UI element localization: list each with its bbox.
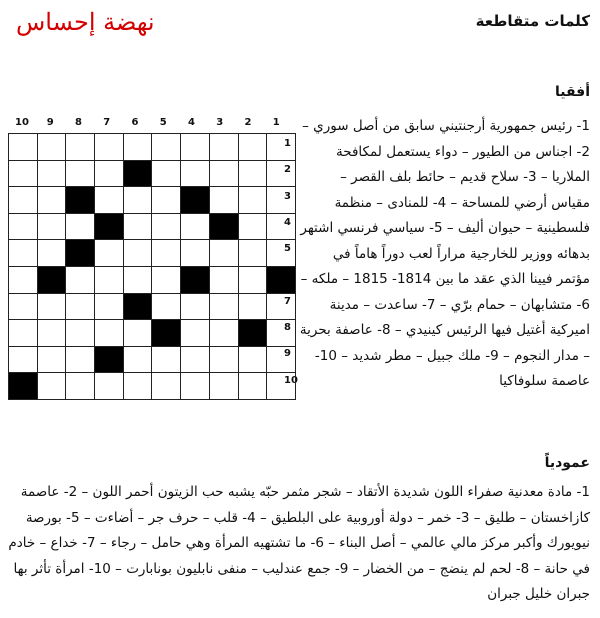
grid-cell[interactable] [238, 187, 267, 214]
grid-cell[interactable] [238, 134, 267, 161]
grid-cell[interactable] [9, 213, 38, 240]
grid-cell[interactable] [209, 373, 238, 400]
grid-cell[interactable] [123, 213, 152, 240]
grid-cell[interactable] [95, 240, 124, 267]
grid-row [9, 373, 296, 400]
row-number: 5 [284, 243, 291, 255]
grid-cell[interactable] [209, 134, 238, 161]
grid-cell[interactable] [181, 160, 210, 187]
row-number: 1 [284, 138, 291, 149]
across-clues: 1- رئيس جمهورية أرجنتيني سابق من أصل سوري – 2- اجناس من الطيور – دواء يستعمل لمكافحة الملاريا – 3- سلاح قديم – حائط بلف القصر – مقياس أرضي للمساحة – 4- للمنادى – منظمة فلسطينية – حيوان أليف – 5- سياسي فرنسي اشتهر بدهائه ووزير للخارجية مراراً لعب دوراً هاماً في مؤتمر فيينا الذي عقد ما بين 1814- 1815 – ملكه – 6- متشابهان – حمام برّي – 7- ساعدت – مدينة اميركية أغتيل فيها الرئيس كينيدي – 8- عاصفة بحرية – مدار النجوم – 9- ملك جبيل – مطر شديد – 10- عاصمة سلوفاكيا [299, 118, 590, 389]
brand-logo-text: نهضة إحساس [16, 8, 155, 36]
grid-cell-black [66, 240, 95, 267]
grid-cell[interactable] [123, 320, 152, 347]
row-number: 4 [284, 216, 291, 228]
grid-cell[interactable] [267, 240, 296, 267]
grid-cell[interactable] [238, 293, 267, 320]
grid-cell[interactable] [95, 293, 124, 320]
grid-cell[interactable] [152, 160, 181, 187]
column-number: 6 [131, 117, 139, 128]
grid-cell[interactable] [9, 134, 38, 161]
grid-row [9, 240, 296, 267]
crossword-grid [8, 133, 296, 400]
grid-cell[interactable] [209, 320, 238, 347]
grid-cell-black [181, 187, 210, 214]
grid-cell[interactable] [152, 134, 181, 161]
grid-cell[interactable] [37, 240, 66, 267]
grid-cell[interactable] [66, 320, 95, 347]
grid-cell[interactable] [209, 266, 238, 293]
grid-cell[interactable] [66, 266, 95, 293]
grid-cell[interactable] [66, 134, 95, 161]
grid-cell[interactable] [123, 346, 152, 373]
grid-row [9, 266, 296, 293]
grid-cell[interactable] [267, 373, 296, 400]
grid-cell-black [123, 160, 152, 187]
column-number: 5 [159, 117, 167, 128]
grid-cell[interactable] [66, 213, 95, 240]
grid-cell-black [9, 373, 38, 400]
grid-cell[interactable] [209, 346, 238, 373]
grid-row [9, 346, 296, 373]
grid-cell[interactable] [181, 320, 210, 347]
grid-cell[interactable] [37, 320, 66, 347]
grid-cell[interactable] [9, 320, 38, 347]
grid-cell[interactable] [152, 240, 181, 267]
grid-cell[interactable] [209, 240, 238, 267]
grid-cell[interactable] [37, 373, 66, 400]
across-heading: أفقيا [554, 84, 590, 100]
grid-cell-black [209, 213, 238, 240]
grid-cell[interactable] [9, 187, 38, 214]
grid-cell[interactable] [95, 373, 124, 400]
grid-row [9, 293, 296, 320]
down-clues: 1- مادة معدنية صفراء اللون شديدة الأتقاد – شجر مثمر حبّه يشبه حب الزيتون أحمر اللون – 2- عاصمة كازاخستان – طليق – 3- خمر – دولة أوروبية على البلطيق – 4- قلب – حرف جر – أضاءت – 5- بورصة نيويورك وأكبر مركز مالي عالمي – أصل البناء – 6- ما تشتهيه المرأة وهي حامل – رجاء – 7- خداع – خادم في حانة – 8- لحم لم ينضج – من الخضار – 9- جمع عندليب – منفى نابليون بونابارت – 10- امرأة تأثر بها جبران خليل جبران [8, 484, 590, 602]
grid-cell[interactable] [9, 266, 38, 293]
row-number: 9 [284, 348, 291, 360]
grid-cell[interactable] [123, 134, 152, 161]
grid-cell-black [238, 320, 267, 347]
grid-cell[interactable] [9, 346, 38, 373]
grid-cell-black [152, 320, 181, 347]
grid-cell-black [123, 293, 152, 320]
grid-cell[interactable] [267, 320, 296, 347]
grid-cell-black [95, 213, 124, 240]
column-number: 1 [272, 117, 280, 128]
grid-cell[interactable] [181, 346, 210, 373]
grid-cell[interactable] [238, 240, 267, 267]
grid-row [9, 187, 296, 214]
grid-cell[interactable] [37, 187, 66, 214]
grid-row [9, 134, 296, 161]
column-number: 9 [46, 117, 54, 128]
grid-cell[interactable] [95, 160, 124, 187]
grid-cell[interactable] [152, 266, 181, 293]
grid-cell[interactable] [66, 293, 95, 320]
grid-cell[interactable] [181, 213, 210, 240]
grid-cell[interactable] [181, 240, 210, 267]
grid-cell[interactable] [152, 213, 181, 240]
grid-cell-black [95, 346, 124, 373]
grid-cell[interactable] [238, 373, 267, 400]
grid-cell-black [267, 266, 296, 293]
grid-cell[interactable] [123, 373, 152, 400]
grid-cell[interactable] [267, 187, 296, 214]
grid-cell-black [181, 266, 210, 293]
grid-cell[interactable] [9, 240, 38, 267]
grid-cell[interactable] [123, 240, 152, 267]
grid-cell-black [66, 187, 95, 214]
column-number: 2 [244, 117, 252, 128]
column-number: 10 [15, 117, 29, 128]
grid-cell[interactable] [152, 346, 181, 373]
grid-cell[interactable] [66, 373, 95, 400]
row-number: 3 [284, 190, 291, 202]
column-number: 8 [75, 117, 82, 128]
grid-cell[interactable] [37, 346, 66, 373]
grid-cell[interactable] [95, 320, 124, 347]
grid-cell[interactable] [238, 346, 267, 373]
grid-cell[interactable] [209, 160, 238, 187]
grid-cell[interactable] [238, 213, 267, 240]
grid-cell[interactable] [267, 293, 296, 320]
grid-row [9, 320, 296, 347]
grid-cell[interactable] [9, 293, 38, 320]
grid-cell[interactable] [66, 346, 95, 373]
grid-cell[interactable] [66, 160, 95, 187]
grid-cell[interactable] [37, 293, 66, 320]
grid-cell[interactable] [267, 213, 296, 240]
grid-cell[interactable] [152, 187, 181, 214]
grid-cell[interactable] [95, 134, 124, 161]
page-title: كلمات متقاطعة [475, 12, 590, 30]
column-number: 4 [188, 117, 195, 128]
grid-cell-black [37, 266, 66, 293]
grid-cell[interactable] [123, 266, 152, 293]
grid-cell[interactable] [181, 134, 210, 161]
grid-cell[interactable] [238, 160, 267, 187]
grid-cell[interactable] [37, 160, 66, 187]
grid-cell[interactable] [9, 160, 38, 187]
column-number: 7 [103, 117, 111, 128]
grid-cell[interactable] [152, 373, 181, 400]
grid-cell[interactable] [152, 293, 181, 320]
grid-cell[interactable] [123, 187, 152, 214]
grid-cell[interactable] [267, 134, 296, 161]
grid-cell[interactable] [267, 160, 296, 187]
row-number: 10 [284, 374, 298, 386]
row-number: 2 [284, 164, 291, 176]
grid-row [9, 213, 296, 240]
grid-row [9, 160, 296, 187]
grid-cell[interactable] [238, 266, 267, 293]
grid-cell[interactable] [209, 187, 238, 214]
grid-cell[interactable] [267, 346, 296, 373]
down-heading: عمودياً [544, 455, 590, 471]
grid-cell[interactable] [95, 266, 124, 293]
row-number: 7 [284, 295, 291, 307]
grid-cell[interactable] [37, 213, 66, 240]
column-number: 3 [216, 117, 224, 128]
grid-cell[interactable] [37, 134, 66, 161]
grid-cell[interactable] [181, 293, 210, 320]
grid-cell[interactable] [209, 293, 238, 320]
row-number: 8 [284, 322, 291, 334]
grid-cell[interactable] [95, 187, 124, 214]
grid-cell[interactable] [181, 373, 210, 400]
